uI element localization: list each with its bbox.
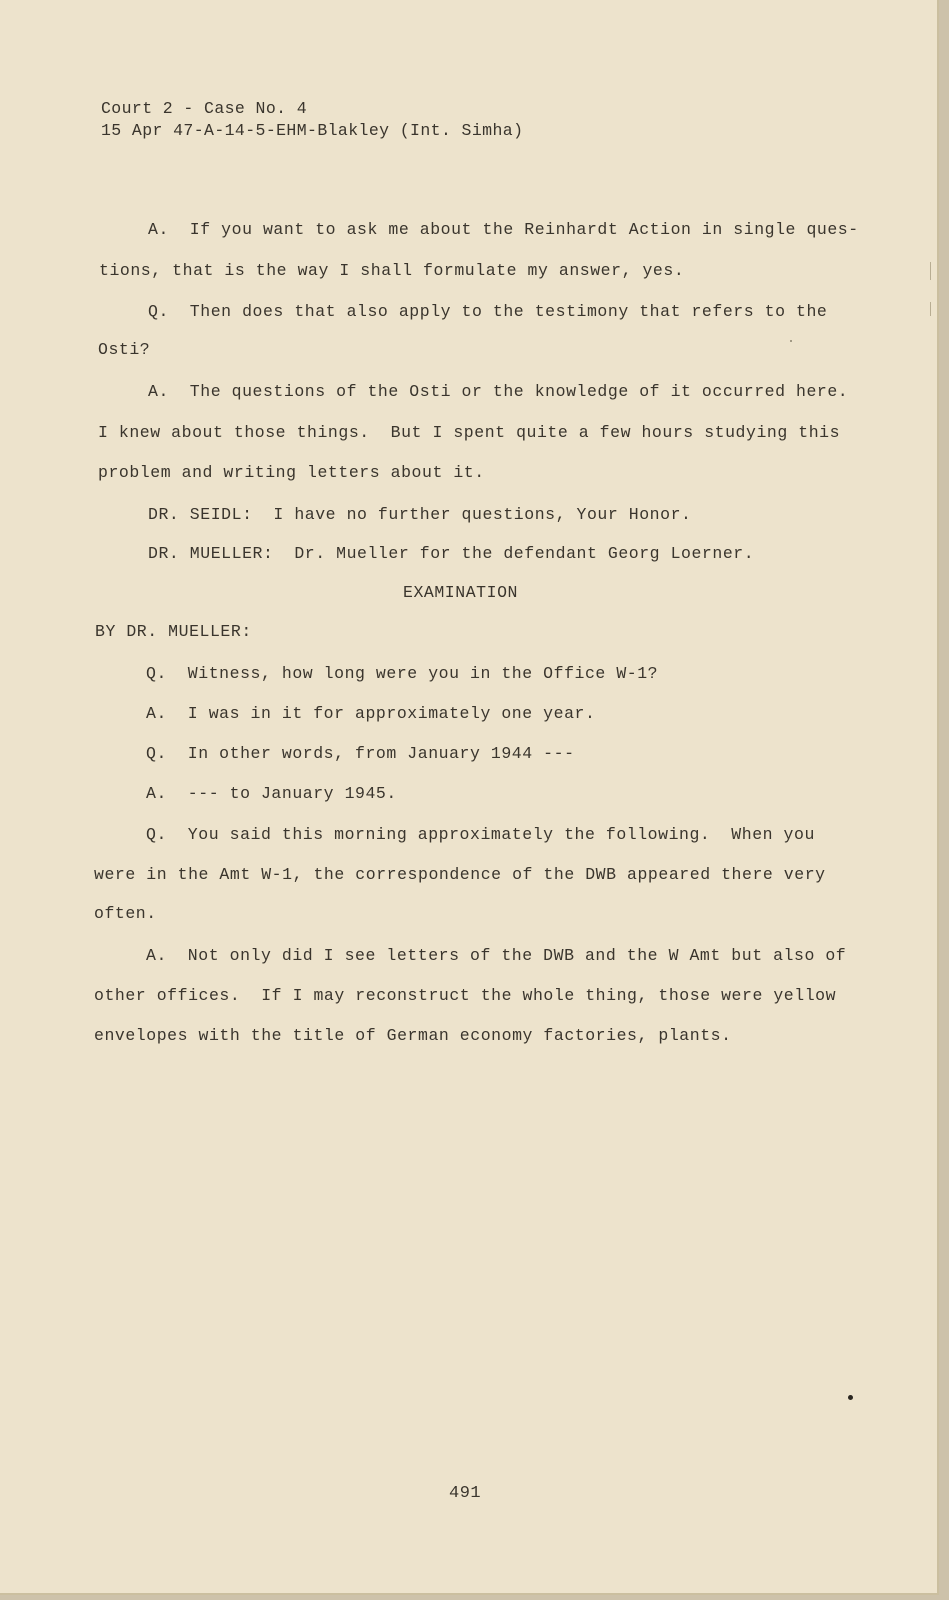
answer-other-offices-cont-2: envelopes with the title of German economy factories, plants. [94, 1026, 732, 1045]
answer-other-offices-cont-1: other offices. If I may reconstruct the whole thing, those were yellow [94, 986, 837, 1005]
examiner-line: BY DR. MUELLER: [95, 622, 252, 641]
answer-other-offices: A. Not only did I see letters of the DWB and the W Amt but also of [146, 946, 847, 965]
answer-reinhardt-action-cont: tions, that is the way I shall formulate my answer, yes. [99, 261, 685, 280]
answer-reinhardt-action: A. If you want to ask me about the Reinhardt Action in single ques- [148, 220, 859, 239]
statement-mueller: DR. MUELLER: Dr. Mueller for the defendant Georg Loerner. [148, 544, 755, 563]
statement-seidl: DR. SEIDL: I have no further questions, Your Honor. [148, 505, 692, 524]
answer-osti: A. The questions of the Osti or the knowledge of it occurred here. [148, 382, 849, 401]
edge-mark [930, 302, 931, 316]
question-office-w1: Q. Witness, how long were you in the Office W-1? [146, 664, 659, 683]
answer-january-1945: A. --- to January 1945. [146, 784, 397, 803]
case-header-session: 15 Apr 47-A-14-5-EHM-Blakley (Int. Simha) [101, 121, 524, 140]
answer-osti-cont-2: problem and writing letters about it. [98, 463, 485, 482]
paper-speck [790, 340, 792, 342]
section-heading-examination: EXAMINATION [403, 583, 518, 602]
question-this-morning: Q. You said this morning approximately the following. When you [146, 825, 815, 844]
answer-one-year: A. I was in it for approximately one year. [146, 704, 596, 723]
question-this-morning-cont-2: often. [94, 904, 157, 923]
case-header-court: Court 2 - Case No. 4 [101, 99, 308, 118]
question-january-1944: Q. In other words, from January 1944 --- [146, 744, 575, 763]
answer-osti-cont-1: I knew about those things. But I spent quite a few hours studying this [98, 423, 841, 442]
question-this-morning-cont-1: were in the Amt W-1, the correspondence of the DWB appeared there very [94, 865, 826, 884]
question-osti-cont: Osti? [98, 340, 151, 359]
edge-mark [930, 262, 931, 280]
question-osti: Q. Then does that also apply to the testimony that refers to the [148, 302, 828, 321]
ink-speck [848, 1395, 853, 1400]
case-header [101, 98, 523, 142]
page-number: 491 [449, 1484, 482, 1503]
